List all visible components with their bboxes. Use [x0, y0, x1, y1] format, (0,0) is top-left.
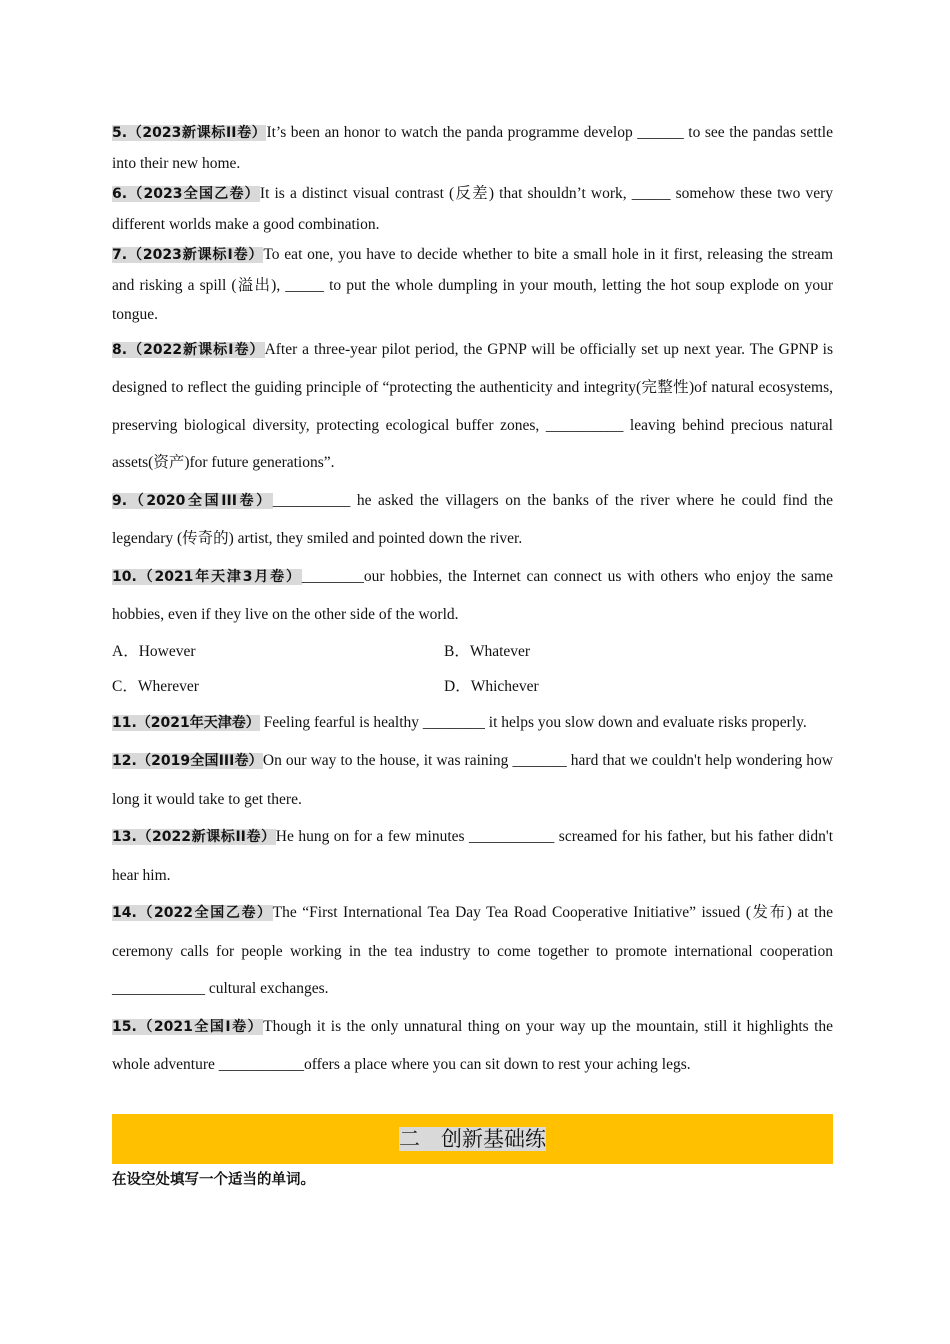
question-source-tag: 13.（2022新课标II卷） [112, 829, 276, 845]
question-text: Though it is the only unnatural thing on your way up the mountain, still it highlights the whole adventure ___________offers a place where you can sit down to rest your aching legs. [112, 1017, 834, 1073]
question-source-tag: 14.（2022全国乙卷） [112, 905, 273, 921]
question-source-tag: 6.（2023全国乙卷） [112, 186, 260, 202]
question-text: The “First International Tea Day Tea Road Cooperative Initiative” issued (发布) at the ceremony calls for people working in the tea industry to come together to promote international cooperation ____________ cultural exchanges. [112, 904, 833, 997]
question-source-tag: 5.（2023新课标II卷） [112, 125, 267, 141]
question-source-tag: 9.（2020全国III卷） [112, 492, 273, 509]
question-source-tag: 15.（2021全国I卷） [112, 1018, 264, 1035]
question-source-tag: 8.（2022新课标I卷） [112, 341, 265, 358]
question-5 [112, 118, 833, 178]
question-text: __________ he asked the villagers on the banks of the river where he could find the legendary (传奇的) artist, they smiled and pointed down the river. [112, 491, 833, 547]
section-banner [112, 1114, 833, 1164]
question-text: He hung on for a few minutes ___________ screamed for his father, but his father didn't hear him. [112, 828, 833, 884]
section-title: 二 创新基础练 [399, 1127, 546, 1151]
question-12 [112, 742, 833, 818]
question-10 [112, 558, 833, 634]
question-13 [112, 818, 833, 894]
answer-options [112, 634, 833, 704]
question-text: It is a distinct visual contrast (反差) that shouldn’t work, _____ somehow these two very different worlds make a good combination. [112, 185, 833, 233]
question-11 [112, 704, 833, 743]
option-b: B．Whatever [444, 642, 531, 660]
option-d: D．Whichever [444, 677, 539, 695]
question-14 [112, 894, 833, 1008]
question-source-tag: 11.（2021年天津卷） [112, 714, 260, 731]
section-instruction: 在设空处填写一个适当的单词。 [112, 1172, 315, 1188]
question-text: On our way to the house, it was raining _______ hard that we couldn't help wondering how long it would take to get there. [112, 752, 833, 808]
question-text: After a three-year pilot period, the GPNP will be officially set up next year. The GPNP is designed to reflect the guiding principle of “protecting the authenticity and integrity(完整性)of natural ecosystems, preserving biological diversity, protecting ecological buffer zones, __________ leaving behind precious natural assets(资产)for future generations”. [112, 340, 833, 471]
question-source-tag: 10.（2021年天津3月卷） [112, 568, 302, 585]
question-source-tag: 7.（2023新课标I卷） [112, 247, 264, 263]
question-text: ________our hobbies, the Internet can connect us with others who enjoy the same hobbies, even if they live on the other side of the world. [112, 567, 833, 623]
option-a: A．However [112, 642, 196, 660]
question-7 [112, 240, 833, 330]
question-list [112, 118, 833, 1084]
question-9 [112, 482, 833, 558]
question-8 [112, 331, 833, 482]
question-source-tag: 12.（2019全国III卷） [112, 753, 263, 769]
question-6 [112, 179, 833, 239]
option-c: C．Wherever [112, 677, 199, 695]
question-text: It’s been an honor to watch the panda programme develop ______ to see the pandas settle into their new home. [112, 124, 833, 172]
question-text: Feeling fearful is healthy ________ it helps you slow down and evaluate risks properly. [259, 713, 807, 731]
question-text: To eat one, you have to decide whether to bite a small hole in it first, releasing the stream and risking a spill (溢出), _____ to put the whole dumpling in your mouth, letting the hot soup explode on your tongue. [112, 246, 833, 323]
question-15 [112, 1008, 833, 1084]
